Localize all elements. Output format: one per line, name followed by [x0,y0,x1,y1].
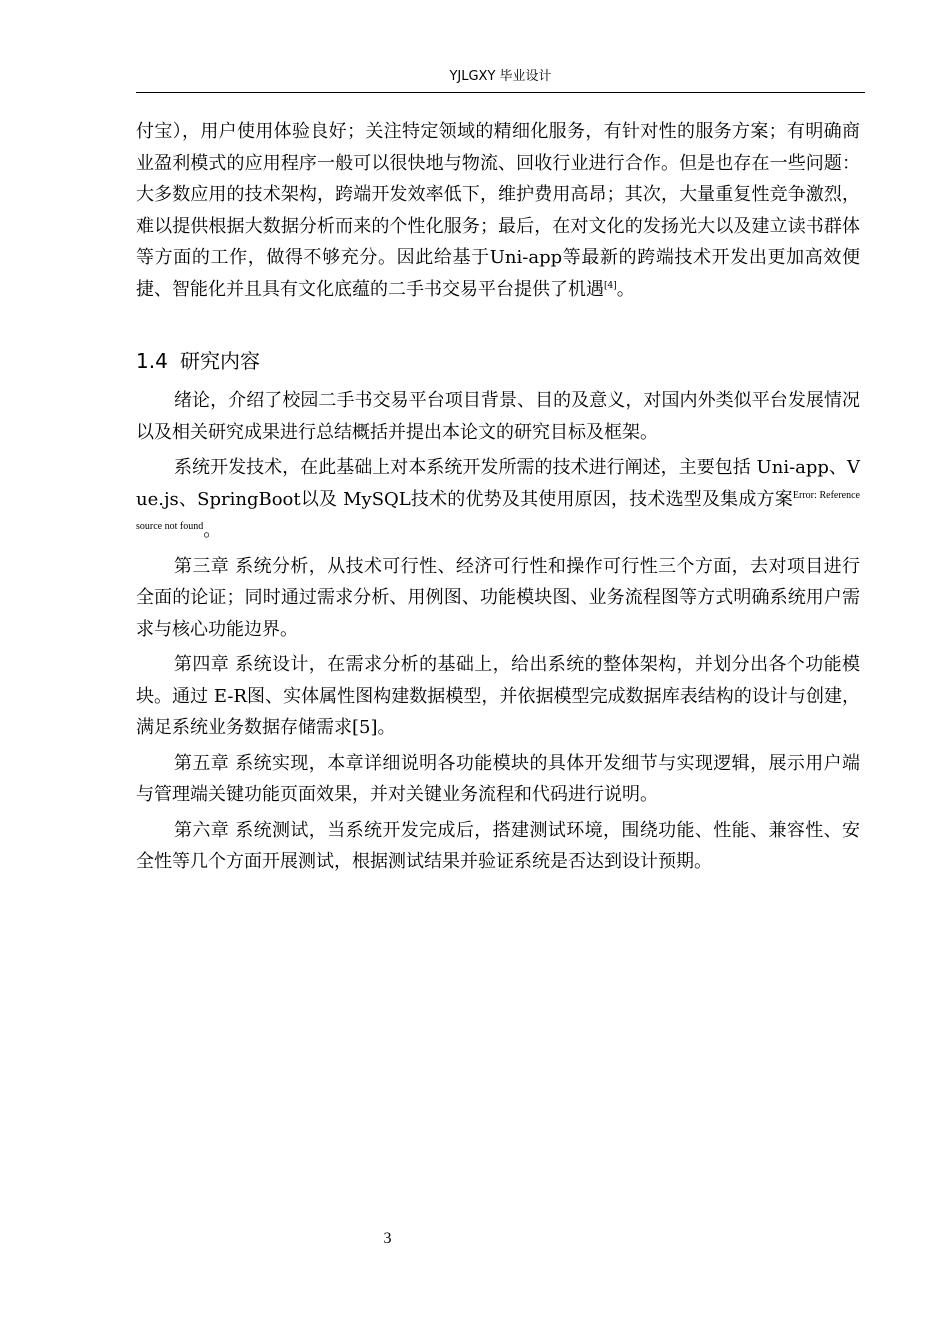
paragraph-3: 第三章 系统分析，从技术可行性、经济可行性和操作可行性三个方面，去对项目进行全面的论证；同时通过需求分析、用例图、功能模块图、业务流程图等方式明确系统用户需求与核心功能边界。 [136,555,860,640]
paragraph-2-text: 系统开发技术，在此基础上对本系统开发所需的技术进行阐述，主要包括 Uni-app、Vue.js、SpringBoot以及 MySQL技术的优势及其使用原因，技术选型及集成方案 [136,457,860,510]
paragraph-6: 第六章 系统测试，当系统开发完成后，搭建测试环境，围绕功能、性能、兼容性、安全性等几个方面开展测试，根据测试结果并验证系统是否达到设计预期。 [136,819,860,872]
intro-paragraph [136,116,860,305]
intro-paragraph-text: 付宝），用户使用体验良好；关注特定领域的精细化服务，有针对性的服务方案；有明确商业盈利模式的应用程序一般可以很快地与物流、回收行业进行合作。但是也存在一些问题：大多数应用的技术架构，跨端开发效率低下，维护费用高昂；其次，大量重复性竞争激烈，难以提供根据大数据分析而来的个性化服务；最后，在对文化的发扬光大以及建立读书群体等方面的工作，做得不够充分。因此给基于Uni-app等最新的跨端技术开发出更加高效便捷、智能化并且具有文化底蕴的二手书交易平台提供了机遇 [136,121,860,300]
page-number: 3 [383,1230,392,1247]
broken-reference: Error: Reference source not found [136,489,860,532]
paragraph-2 [136,452,860,547]
section-number: 1.4 [136,349,168,373]
header-title: YJLGXY 毕业设计 [449,69,552,84]
paragraph-4: 第四章 系统设计，在需求分析的基础上，给出系统的整体架构，并划分出各个功能模块。通过 E-R图、实体属性图构建数据模型，并依据模型完成数据库表结构的设计与创建，满足系统业务数据存储需求[5]。 [136,654,860,738]
paragraph-2-end: 。 [203,520,222,541]
intro-paragraph-end: 。 [616,278,635,300]
page-body [136,116,860,878]
section-heading [136,347,860,375]
page-header [136,66,865,93]
section-title: 研究内容 [180,349,260,373]
paragraph-5: 第五章 系统实现，本章详细说明各功能模块的具体开发细节与实现逻辑，展示用户端与管理端关键功能页面效果，并对关键业务流程和代码进行说明。 [136,752,860,805]
paragraph-1: 绪论，介绍了校园二手书交易平台项目背景、目的及意义，对国内外类似平台发展情况以及相关研究成果进行总结概括并提出本论文的研究目标及框架。 [136,390,860,443]
citation-ref: [4] [604,280,617,291]
